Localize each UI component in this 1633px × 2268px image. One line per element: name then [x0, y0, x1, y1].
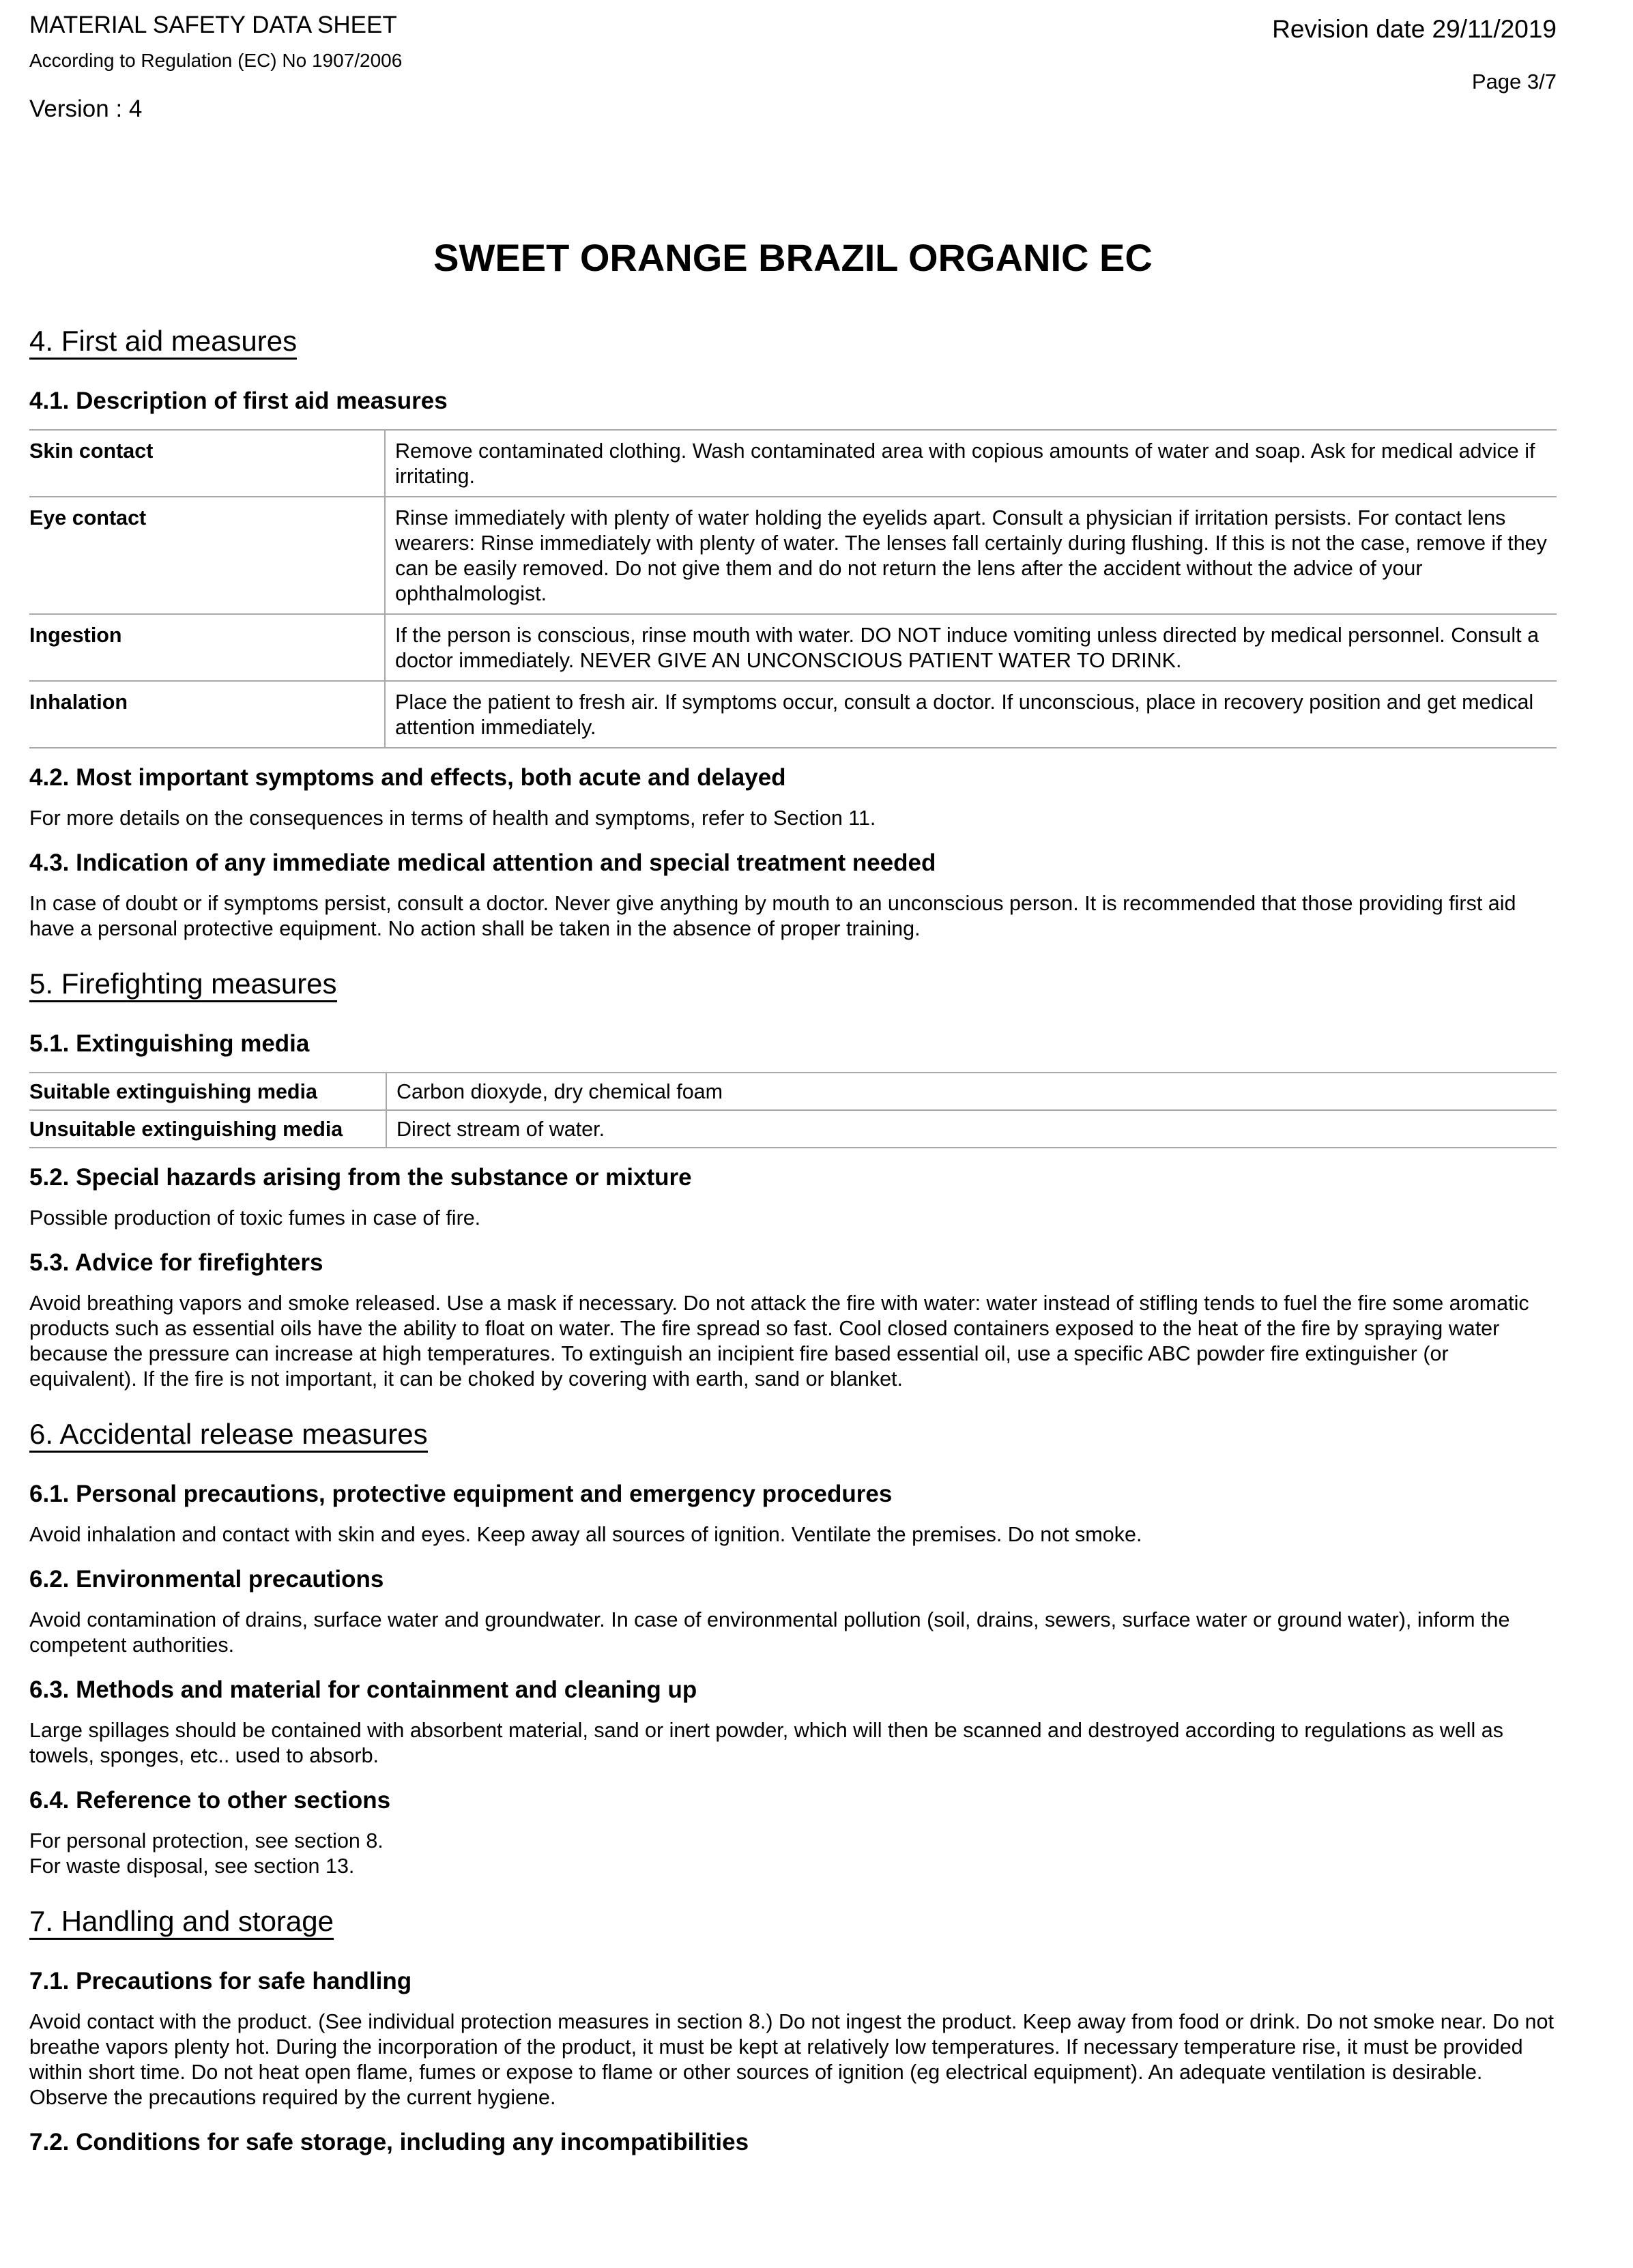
subsection-heading: 7.1. Precautions for safe handling — [29, 1968, 412, 1995]
extinguishing-media-table — [29, 1072, 1557, 1148]
paragraph-line: For personal protection, see section 8. — [29, 1829, 384, 1853]
section-6 — [29, 1419, 1557, 1879]
regulation-reference: According to Regulation (EC) No 1907/2006 — [29, 50, 403, 71]
subsection-heading: 4.2. Most important symptoms and effects, both acute and delayed — [29, 764, 786, 791]
version-label: Version : 4 — [29, 96, 143, 122]
paragraph: Avoid contact with the product. (See individual protection measures in section 8.) Do not ingest the product. Keep away from food or drink. Do not smoke near. Do not breathe vapors plenty hot. During the incorporation of the product, it must be kept at relatively low temperatures. If necessary temperature rise, it must be provided within short time. Do not heat open flame, fumes or expose to flame or other sources of ignition (eg electrical equipment). An adequate ventilation is desirable. Observe the precautions required by the current hygiene. — [29, 2010, 1554, 2110]
first-aid-table — [29, 429, 1557, 748]
subsection-heading: 5.2. Special hazards arising from the substance or mixture — [29, 1164, 692, 1191]
row-value: Remove contaminated clothing. Wash contaminated area with copious amounts of water and soap. Ask for medical advice if irritating. — [395, 439, 1535, 489]
row-label: Skin contact — [29, 430, 385, 497]
row-value: Direct stream of water. — [396, 1118, 605, 1142]
paragraph: Large spillages should be contained with absorbent material, sand or inert powder, which will then be scanned and destroyed according to regulations as well as towels, sponges, etc.. used to absorb. — [29, 1719, 1504, 1768]
page-number: Page 3/7 — [1471, 70, 1557, 93]
row-value: If the person is conscious, rinse mouth with water. DO NOT induce vomiting unless directed by medical personnel. Consult a doctor immediately. NEVER GIVE AN UNCONSCIOUS PATIENT WATER TO DRINK. — [395, 624, 1540, 673]
table-row — [29, 1110, 1557, 1148]
row-label: Eye contact — [29, 497, 385, 614]
paragraph: Avoid inhalation and contact with skin and eyes. Keep away all sources of ignition. Ventilate the premises. Do not smoke. — [29, 1523, 1142, 1547]
paragraph: Possible production of toxic fumes in case of fire. — [29, 1206, 481, 1230]
table-row — [29, 497, 1557, 614]
subsection-heading: 6.1. Personal precautions, protective equipment and emergency procedures — [29, 1481, 893, 1508]
row-value: Rinse immediately with plenty of water holding the eyelids apart. Consult a physician if irritation persists. For contact lens wearers: Rinse immediately with plenty of water. The lenses fall certainly during flushing. If this is not the case, remove if they can be easily removed. Do not give them and do not return the lens after the accident without the advice of your ophthalmologist. — [395, 506, 1547, 606]
row-label: Inhalation — [29, 681, 385, 748]
document-type: MATERIAL SAFETY DATA SHEET — [29, 12, 397, 38]
subsection-heading: 4.3. Indication of any immediate medical attention and special treatment needed — [29, 849, 936, 877]
section-4 — [29, 326, 1557, 942]
subsection-heading: 6.2. Environmental precautions — [29, 1566, 384, 1593]
table-row — [29, 614, 1557, 681]
paragraph: In case of doubt or if symptoms persist, consult a doctor. Never give anything by mouth to an unconscious person. It is recommended that those providing first aid have a personal protective equipment. No action shall be taken in the absence of proper training. — [29, 892, 1516, 941]
row-label: Unsuitable extinguishing media — [29, 1110, 386, 1148]
subsection-heading: 5.3. Advice for firefighters — [29, 1249, 323, 1277]
table-row — [29, 430, 1557, 497]
paragraph-line: For waste disposal, see section 13. — [29, 1855, 355, 1878]
paragraph: For more details on the consequences in terms of health and symptoms, refer to Section 11. — [29, 806, 876, 830]
row-value: Carbon dioxyde, dry chemical foam — [396, 1080, 723, 1104]
revision-date: Revision date 29/11/2019 — [1272, 15, 1557, 43]
row-value: Place the patient to fresh air. If symptoms occur, consult a doctor. If unconscious, place in recovery position and get medical attention immediately. — [395, 690, 1534, 740]
product-name: SWEET ORANGE BRAZIL ORGANIC EC — [433, 236, 1153, 279]
table-row — [29, 681, 1557, 748]
subsection-heading: 6.3. Methods and material for containment and cleaning up — [29, 1676, 697, 1704]
row-label: Ingestion — [29, 614, 385, 681]
paragraph: Avoid contamination of drains, surface water and groundwater. In case of environmental pollution (soil, drains, sewers, surface water or ground water), inform the competent authorities. — [29, 1608, 1510, 1657]
subsection-heading: 7.2. Conditions for safe storage, including any incompatibilities — [29, 2129, 749, 2156]
section-7 — [29, 1906, 1557, 2157]
section-heading: 7. Handling and storage — [29, 1906, 334, 1940]
document-body — [29, 326, 1557, 2170]
subsection-heading: 4.1. Description of first aid measures — [29, 388, 448, 415]
section-5 — [29, 969, 1557, 1392]
table-row — [29, 1073, 1557, 1110]
paragraph — [29, 1829, 1557, 1879]
section-heading: 4. First aid measures — [29, 326, 297, 360]
paragraph: Avoid breathing vapors and smoke released. Use a mask if necessary. Do not attack the fire with water: water instead of stifling tends to fuel the fire some aromatic products such as essential oils have the ability to float on water. The fire spread so fast. Cool closed containers exposed to the heat of the fire by spraying water because the pressure can increase at high temperatures. To extinguish an incipient fire based essential oil, use a specific ABC powder fire extinguisher (or equivalent). If the fire is not important, it can be choked by covering with earth, sand or blanket. — [29, 1292, 1529, 1391]
subsection-heading: 6.4. Reference to other sections — [29, 1787, 391, 1814]
subsection-heading: 5.1. Extinguishing media — [29, 1030, 310, 1058]
row-label: Suitable extinguishing media — [29, 1073, 386, 1110]
section-heading: 6. Accidental release measures — [29, 1419, 428, 1453]
section-heading: 5. Firefighting measures — [29, 969, 337, 1002]
